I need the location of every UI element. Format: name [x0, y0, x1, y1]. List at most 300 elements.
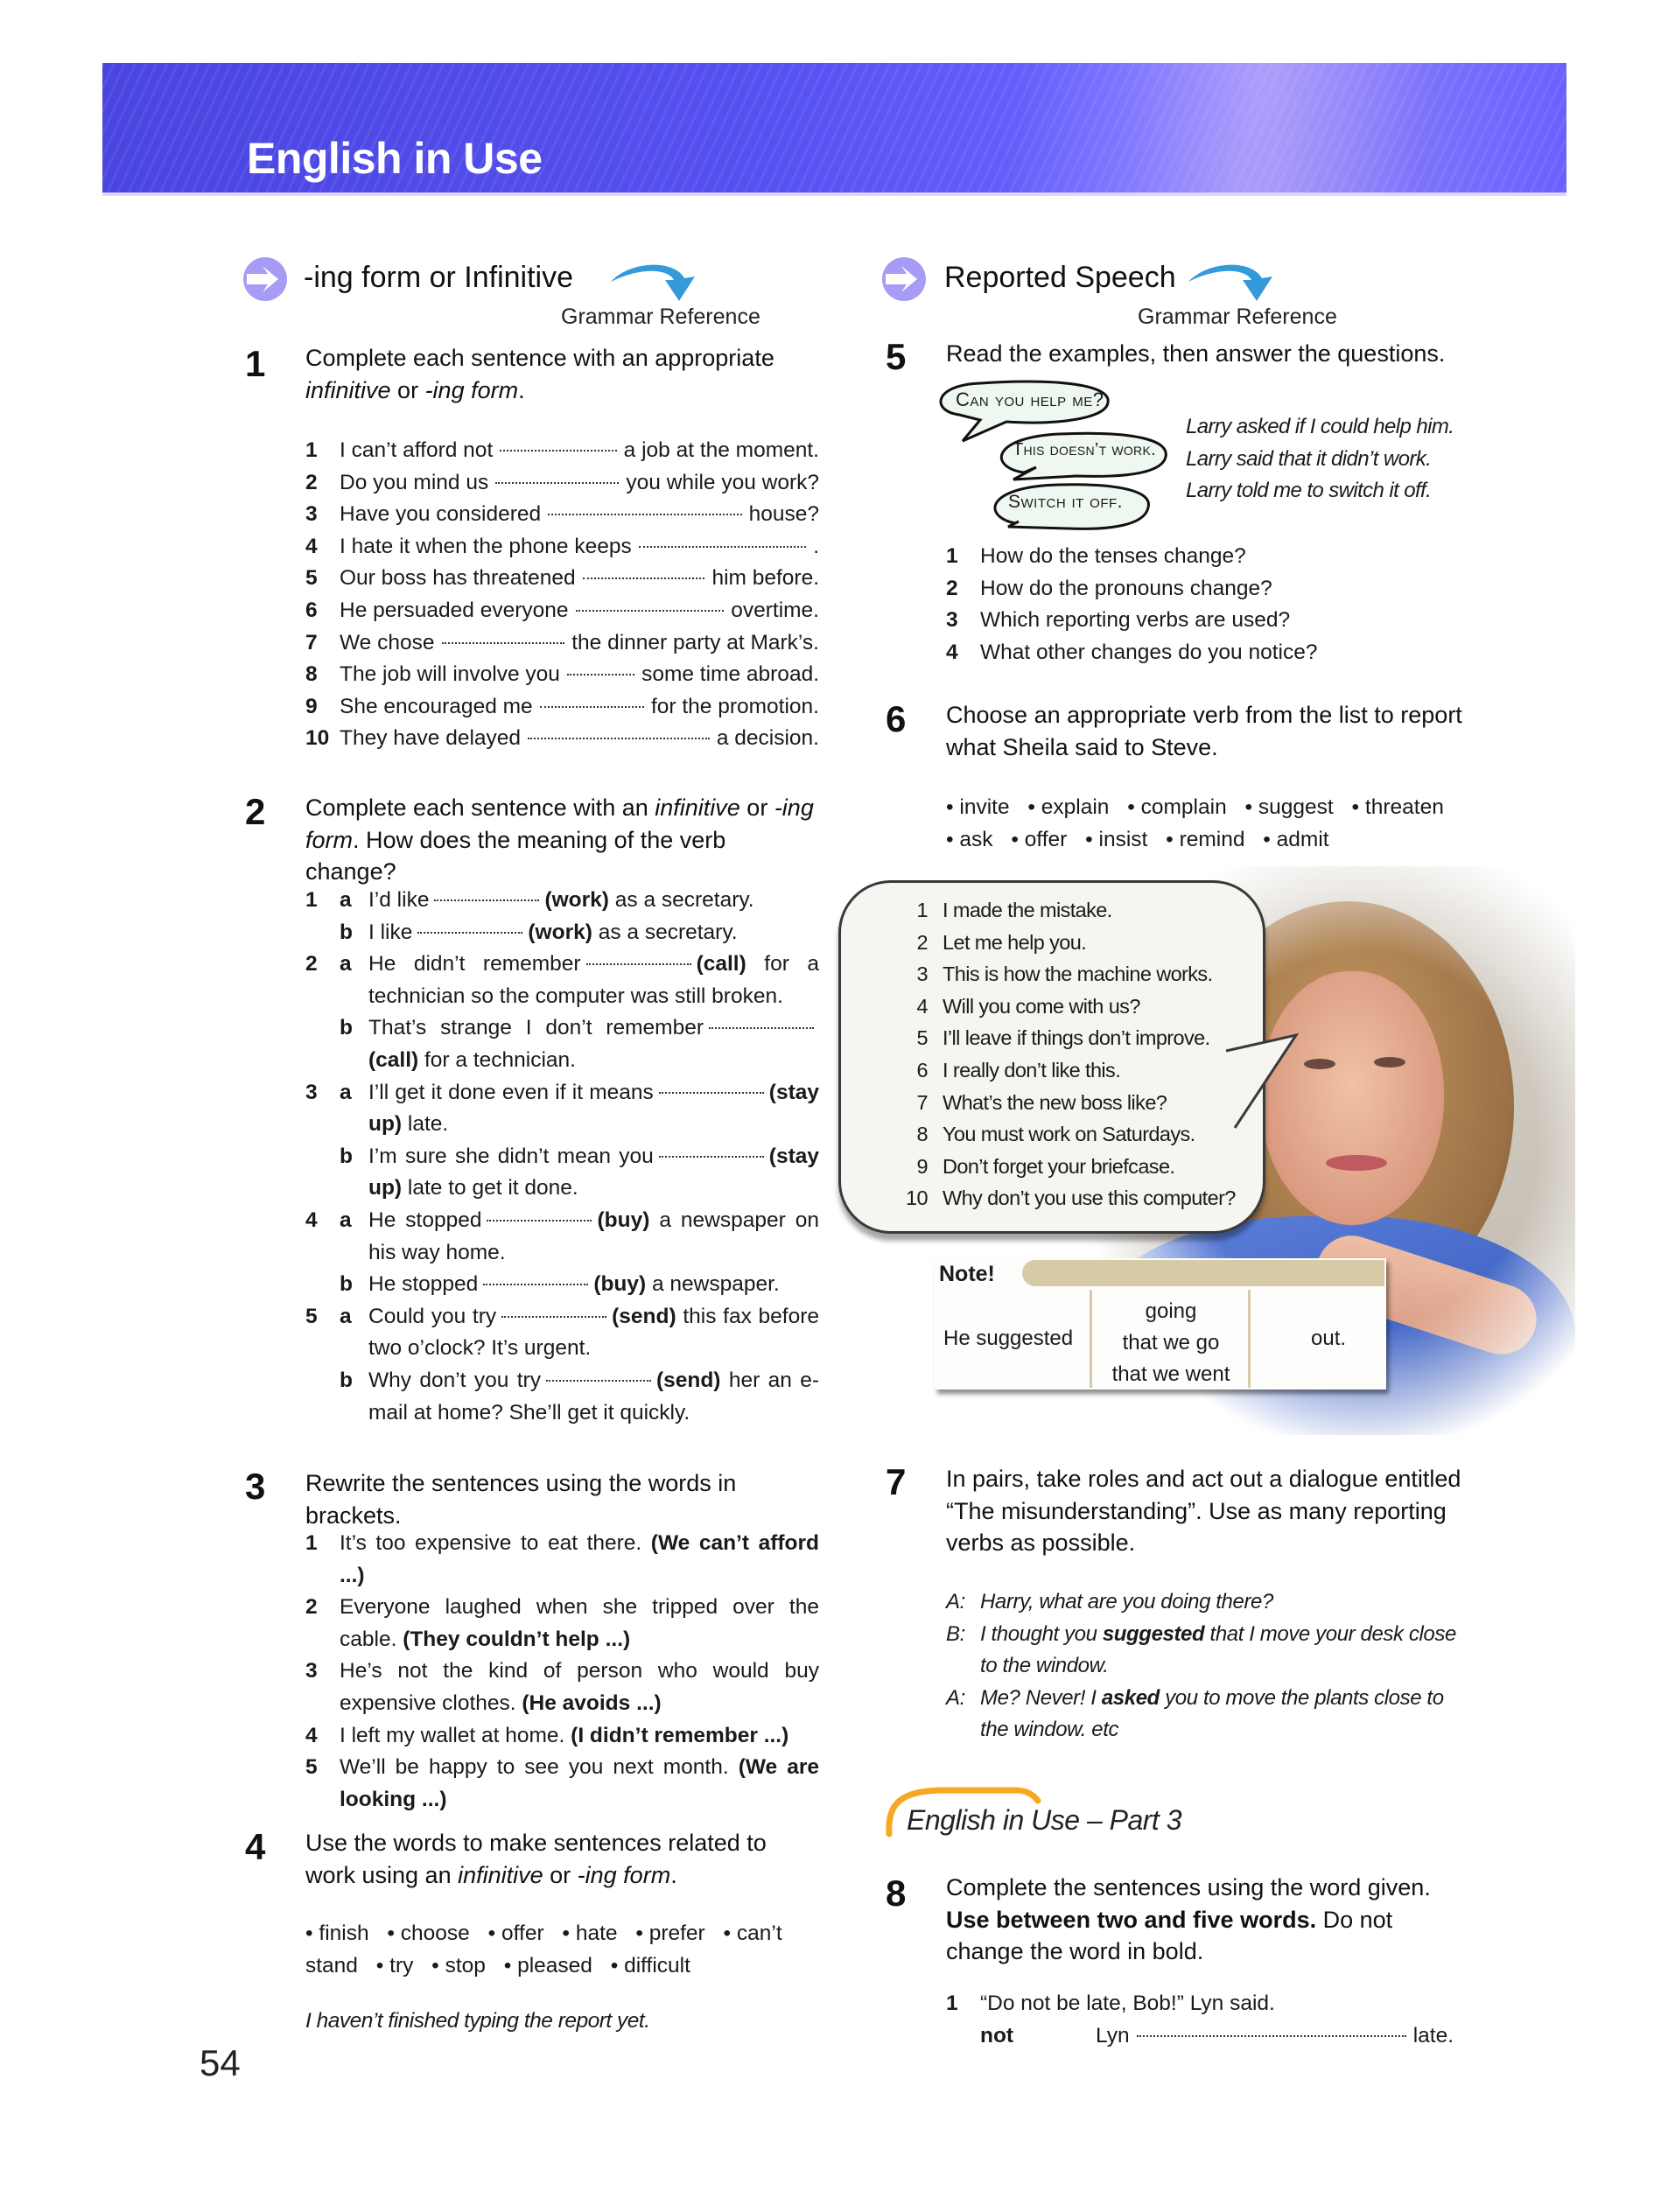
- item-number: 1: [946, 544, 958, 568]
- grammar-reference-link[interactable]: Grammar Reference: [561, 304, 760, 329]
- answer-blank[interactable]: [576, 610, 725, 612]
- text-segment: Do not change the word in bold.: [946, 1906, 1393, 1965]
- page-title: English in Use: [247, 134, 543, 183]
- word-item: • insist: [1085, 828, 1148, 851]
- list-item: [305, 499, 819, 531]
- word-item: • invite: [946, 795, 1010, 819]
- sentence-start: That’s strange I don’t remember: [368, 1016, 704, 1040]
- answer-blank[interactable]: [540, 706, 644, 708]
- part-heading: English in Use – Part 3: [907, 1804, 1181, 1836]
- sentence-start: Have you considered: [340, 502, 542, 527]
- exercise-8-item: [946, 1988, 1454, 2052]
- verb-list-row: [946, 792, 1456, 824]
- text-segment: Use the words to make sentences related to work using an: [305, 1830, 767, 1888]
- word: ask: [959, 828, 993, 851]
- word-item: • offer: [1011, 828, 1068, 851]
- sentence-start: We chose: [340, 630, 435, 654]
- speaker: A:: [946, 1685, 965, 1710]
- exercise-instruction: [305, 792, 822, 888]
- item-number: 8: [916, 1123, 928, 1146]
- item-number: 10: [906, 1186, 928, 1210]
- page-header-banner: [102, 63, 1566, 196]
- list-item: [305, 1301, 819, 1365]
- speaker: B:: [946, 1621, 965, 1646]
- verb-prompt: (work): [528, 920, 592, 944]
- bracket-prompt: (They couldn’t help ...): [403, 1627, 631, 1651]
- statement-item: [901, 1054, 1251, 1087]
- sentence-start: I’ll get it done even if it means: [368, 1080, 654, 1104]
- text-segment: I thought you: [980, 1621, 1103, 1646]
- word-item: • complain: [1127, 795, 1227, 819]
- item-number: 1: [305, 1531, 318, 1555]
- item-number: 1: [305, 438, 318, 462]
- statement-item: [901, 1182, 1251, 1214]
- item-number: 6: [305, 598, 318, 622]
- statement-item: [901, 1022, 1251, 1054]
- statement-item: [901, 927, 1251, 959]
- word: offer: [1024, 828, 1068, 851]
- exercise-number: 8: [886, 1872, 907, 1914]
- word: prefer: [648, 1922, 705, 1945]
- item-letter: b: [340, 1272, 353, 1297]
- sentence-end: as a secretary.: [608, 888, 754, 912]
- list-item: [305, 1528, 819, 1592]
- sentence-end: you while you work?: [626, 470, 819, 494]
- dialogue-line: [946, 1619, 1471, 1683]
- exercise-3-list: [305, 1528, 819, 1816]
- exercise-2-list: [305, 885, 819, 1429]
- verb-list-row: [946, 824, 1342, 857]
- word-item: • finish: [305, 1922, 369, 1945]
- statement-text: I made the mistake.: [943, 899, 1112, 921]
- list-item: [305, 627, 819, 660]
- sentence-end: for a technician so the computer was still broken.: [368, 952, 819, 1008]
- item-number: 9: [305, 694, 318, 718]
- sentence-end: for a technician.: [418, 1047, 576, 1072]
- exercise-instruction: [305, 1467, 831, 1531]
- word-item: • ask: [946, 828, 993, 851]
- list-item: [305, 1656, 819, 1719]
- text-segment: Use between two and five words.: [946, 1906, 1317, 1933]
- statement-item: [901, 1087, 1251, 1119]
- exercise-1-list: [305, 435, 819, 755]
- exercise-number: 1: [245, 343, 266, 384]
- question-item: [946, 573, 1471, 606]
- statement-list: [901, 894, 1251, 1214]
- item-number: 6: [916, 1058, 928, 1082]
- exercise-number: 4: [245, 1826, 266, 1867]
- verb-prompt: (buy): [593, 1272, 647, 1297]
- sentence-start: I’m sure she didn’t mean you: [368, 1144, 654, 1168]
- item-number: 3: [916, 962, 928, 986]
- dialogue-line: [946, 1586, 1471, 1619]
- reported-sentence: Larry asked if I could help him.: [1186, 415, 1454, 438]
- item-number: 5: [305, 566, 318, 591]
- speaker: A:: [946, 1590, 965, 1614]
- bracket-prompt: (We are looking ...): [340, 1755, 819, 1811]
- statement-text: I’ll leave if things don’t improve.: [943, 1026, 1210, 1050]
- list-item: [305, 1592, 819, 1656]
- section-heading-reported-speech: Reported Speech: [944, 261, 1176, 294]
- list-item: [305, 917, 819, 949]
- item-number: 2: [305, 952, 318, 976]
- word-item: • choose: [387, 1922, 470, 1945]
- text-segment: -ing form: [577, 1861, 671, 1888]
- list-item: [305, 563, 819, 595]
- statement-text: What’s the new boss like?: [943, 1090, 1167, 1114]
- sentence-end: a job at the moment.: [623, 438, 819, 462]
- item-number: 7: [916, 1090, 928, 1114]
- word-item: • explain: [1027, 795, 1110, 819]
- question-text: Which reporting verbs are used?: [980, 608, 1291, 633]
- item-number: 3: [305, 502, 318, 527]
- sentence-start: Lyn: [1096, 2023, 1130, 2048]
- text-segment: asked: [1101, 1685, 1160, 1710]
- statement-item: [901, 894, 1251, 927]
- verb-prompt: (work): [544, 888, 609, 912]
- sentence-end: late to get it done.: [402, 1176, 578, 1200]
- item-number: 2: [305, 470, 318, 494]
- sentence-start: I like: [368, 920, 413, 944]
- answer-blank[interactable]: [495, 482, 619, 484]
- verb-prompt: (stay up): [368, 1080, 819, 1137]
- text-segment: Complete the sentences using the word given.: [946, 1874, 1431, 1900]
- sentence-start: I hate it when the phone keeps: [340, 534, 632, 558]
- list-item: [305, 1365, 819, 1429]
- list-item: [305, 1720, 819, 1753]
- answer-blank[interactable]: [1137, 2035, 1406, 2037]
- reported-examples: [1186, 411, 1454, 508]
- word: admit: [1276, 828, 1329, 851]
- list-item: [305, 467, 819, 500]
- answer-blank[interactable]: [583, 578, 705, 579]
- sentence-end: a newspaper.: [646, 1272, 780, 1297]
- text-segment: -ing form: [424, 376, 519, 403]
- note-options: [1094, 1296, 1248, 1390]
- answer-blank[interactable]: [567, 674, 634, 676]
- item-number: 7: [305, 630, 318, 654]
- sentence-end: this fax before two o’clock? It’s urgent.: [368, 1304, 819, 1361]
- bracket-prompt: (We can’t afford ...): [340, 1531, 819, 1587]
- reported-sentence: Larry told me to switch it off.: [1186, 479, 1432, 503]
- word: insist: [1098, 828, 1148, 851]
- list-item: [305, 885, 819, 917]
- item-number: 4: [916, 994, 928, 1018]
- item-letter: a: [340, 1304, 352, 1328]
- text-segment: -ing form: [305, 794, 814, 853]
- question-list: [946, 541, 1471, 668]
- question-item: [946, 541, 1471, 573]
- text-segment: In pairs, take roles and act out a dialogue entitled “The misunderstanding”. Use as many reporting verbs as possible.: [946, 1466, 1461, 1557]
- dialogue: [946, 1586, 1471, 1746]
- answer-blank[interactable]: [417, 932, 522, 934]
- word: explain: [1041, 795, 1110, 819]
- answer-blank[interactable]: [487, 1220, 592, 1222]
- item-number: 5: [305, 1304, 318, 1328]
- item-number: 8: [305, 662, 318, 687]
- sentence-start: She encouraged me: [340, 694, 533, 718]
- answer-blank[interactable]: [548, 514, 741, 515]
- word-item: • remind: [1166, 828, 1245, 851]
- statement-item: [901, 1151, 1251, 1183]
- text-segment: infinitive: [458, 1861, 543, 1888]
- statement-text: Will you come with us?: [943, 994, 1140, 1018]
- verb-prompt: (call): [696, 952, 746, 976]
- question-item: [946, 605, 1471, 637]
- exercise-instruction: [946, 699, 1471, 763]
- speech-bubble-text: This doesn’t work.: [1013, 440, 1156, 459]
- word-list: [305, 1918, 795, 1982]
- word-item: • can’t stand: [305, 1922, 782, 1978]
- sentence-end: the dinner party at Mark’s.: [571, 630, 819, 654]
- example-sentence: I haven’t finished typing the report yet.: [305, 2009, 650, 2033]
- sentence-end: late.: [402, 1112, 449, 1137]
- answer-blank[interactable]: [546, 1380, 651, 1382]
- statement-text: Let me help you.: [943, 930, 1087, 954]
- text-segment: Read the examples, then answer the questions.: [946, 340, 1446, 367]
- divider: [1248, 1290, 1251, 1388]
- word-item: • hate: [562, 1922, 618, 1945]
- note-ending: out.: [1311, 1326, 1347, 1350]
- section-heading-ing-infinitive: -ing form or Infinitive: [304, 261, 573, 294]
- answer-blank[interactable]: [709, 1027, 814, 1029]
- item-letter: a: [340, 952, 352, 976]
- word-item: • threaten: [1351, 795, 1444, 819]
- text-segment: you to move the plants close to the window. etc: [980, 1685, 1444, 1742]
- answer-blank[interactable]: [483, 1284, 588, 1285]
- section-arrow-icon: [243, 256, 287, 303]
- word: stop: [445, 1953, 486, 1978]
- key-word: not: [980, 2023, 1014, 2048]
- item-letter: b: [340, 1016, 353, 1040]
- list-item: [305, 531, 819, 564]
- item-number: 1: [916, 899, 928, 921]
- word: try: [389, 1953, 414, 1978]
- word-item: • try: [375, 1953, 414, 1978]
- word: threaten: [1364, 795, 1444, 819]
- statement-text: Don’t forget your briefcase.: [943, 1154, 1175, 1178]
- bracket-prompt: (He avoids ...): [522, 1690, 662, 1715]
- sentence-end: overtime.: [731, 598, 819, 622]
- answer-blank[interactable]: [659, 1156, 764, 1158]
- item-number: 4: [305, 1208, 318, 1232]
- sentence-end: .: [813, 534, 819, 558]
- word: offer: [501, 1922, 544, 1945]
- answer-blank[interactable]: [639, 546, 806, 548]
- text-segment: . How does the meaning of the verb change?: [305, 826, 726, 886]
- sentence-start: Do you mind us: [340, 470, 489, 494]
- list-item: [305, 595, 819, 627]
- sentence: It’s too expensive to eat there.: [340, 1531, 651, 1555]
- text-segment: or: [739, 794, 774, 821]
- item-number: 4: [305, 534, 318, 558]
- answer-blank[interactable]: [442, 642, 565, 644]
- verb-prompt: (call): [368, 1047, 419, 1072]
- statement-text: Why don’t you use this computer?: [943, 1186, 1236, 1210]
- word: remind: [1179, 828, 1245, 851]
- exercise-number: 2: [245, 791, 266, 832]
- text-segment: Complete each sentence with an: [305, 794, 655, 821]
- answer-blank[interactable]: [501, 1316, 606, 1318]
- grammar-reference-arrow-icon[interactable]: [1181, 256, 1286, 308]
- word: difficult: [624, 1953, 690, 1978]
- text-segment: Choose an appropriate verb from the list to report what Sheila said to Steve.: [946, 702, 1462, 760]
- statement-item: [901, 958, 1251, 990]
- note-option: that we go: [1122, 1331, 1220, 1354]
- item-number: 1: [305, 888, 318, 912]
- note-header-strip: [1022, 1260, 1384, 1286]
- statement-item: [901, 1118, 1251, 1151]
- sentence-end: him before.: [711, 566, 819, 591]
- word-item: • pleased: [503, 1953, 592, 1978]
- note-option: that we went: [1111, 1362, 1230, 1386]
- note-subject: He suggested: [943, 1326, 1074, 1350]
- verb-prompt: (stay up): [368, 1144, 819, 1200]
- list-item: [305, 1269, 819, 1301]
- bracket-prompt: (I didn’t remember ...): [571, 1723, 789, 1747]
- list-item: [305, 1205, 819, 1269]
- text-segment: Harry, what are you doing there?: [980, 1590, 1273, 1614]
- statement-item: [901, 990, 1251, 1023]
- text-segment: suggested: [1102, 1621, 1205, 1646]
- exercise-number: 5: [886, 336, 907, 377]
- word: suggest: [1258, 795, 1334, 819]
- answer-blank[interactable]: [500, 450, 616, 452]
- divider: [1090, 1290, 1092, 1388]
- word: can’t stand: [305, 1922, 782, 1978]
- sentence: We’ll be happy to see you next month.: [340, 1755, 739, 1780]
- verb-prompt: (send): [655, 1368, 721, 1392]
- word: invite: [959, 795, 1010, 819]
- sentence-end: her an e-mail at home? She’ll get it quickly.: [368, 1368, 819, 1424]
- list-item: [305, 1077, 819, 1141]
- verb-prompt: (send): [612, 1304, 676, 1328]
- word-item: • difficult: [610, 1953, 690, 1978]
- text-segment: or: [390, 376, 425, 403]
- list-item: [305, 1012, 819, 1076]
- text-segment: Rewrite the sentences using the words in brackets.: [305, 1470, 737, 1529]
- note-label: Note!: [939, 1262, 995, 1286]
- sentence-start: They have delayed: [340, 726, 522, 751]
- item-number: 2: [916, 930, 928, 954]
- text-segment: that I move your desk close to the window.: [980, 1621, 1456, 1678]
- sentence-start: Our boss has threatened: [340, 566, 576, 591]
- item-number: 3: [305, 1080, 318, 1104]
- item-number: 9: [916, 1154, 928, 1178]
- exercise-instruction: [305, 342, 795, 406]
- item-number: 2: [946, 576, 958, 600]
- word-item: • offer: [487, 1922, 544, 1945]
- sentence-start: He didn’t remember: [368, 952, 581, 976]
- question-text: How do the tenses change?: [980, 544, 1246, 568]
- statement-text: This is how the machine works.: [943, 962, 1213, 986]
- item-quote: “Do not be late, Bob!” Lyn said.: [980, 1992, 1275, 2015]
- exercise-instruction: [946, 1872, 1462, 1968]
- sentence-end: a newspaper on his way home.: [368, 1208, 820, 1264]
- exercise-instruction: [305, 1827, 822, 1891]
- sentence-start: Could you try: [368, 1304, 497, 1328]
- sentence-start: He persuaded everyone: [340, 598, 569, 622]
- dialogue-line: [946, 1683, 1471, 1746]
- exercise-instruction: [946, 1463, 1462, 1559]
- sentence: I left my wallet at home.: [340, 1723, 571, 1747]
- speech-bubble-text: Can you help me?: [956, 388, 1104, 410]
- sentence-end: a decision.: [716, 726, 819, 751]
- sentence-start: I’d like: [368, 888, 430, 912]
- question-text: How do the pronouns change?: [980, 576, 1272, 600]
- list-item: [305, 691, 819, 724]
- list-item: [305, 1752, 819, 1816]
- sentence-start: I can’t afford not: [340, 438, 494, 462]
- answer-blank[interactable]: [434, 900, 539, 901]
- exercise-number: 7: [886, 1461, 907, 1502]
- word-item: • admit: [1263, 828, 1329, 851]
- item-number: 4: [305, 1723, 318, 1747]
- question-item: [946, 637, 1471, 669]
- word: finish: [319, 1922, 369, 1945]
- item-letter: b: [340, 920, 353, 944]
- exercise-instruction: [946, 338, 1489, 370]
- question-text: What other changes do you notice?: [980, 640, 1318, 664]
- item-letter: a: [340, 1080, 352, 1104]
- exercise-number: 3: [245, 1466, 266, 1507]
- section-arrow-icon: [882, 256, 926, 303]
- sentence-end: for the promotion.: [650, 694, 819, 718]
- text-segment: Complete each sentence with an appropriate: [305, 345, 774, 371]
- text-segment: infinitive: [305, 376, 391, 403]
- statement-text: You must work on Saturdays.: [943, 1123, 1195, 1146]
- sentence-end: as a secretary.: [592, 920, 738, 944]
- sentence: Everyone laughed when she tripped over the cable.: [340, 1595, 819, 1651]
- word: complain: [1140, 795, 1227, 819]
- note-box: [935, 1258, 1386, 1390]
- note-option: going: [1145, 1299, 1197, 1323]
- word: choose: [400, 1922, 470, 1945]
- text-segment: Me? Never! I: [980, 1685, 1102, 1710]
- sentence-end: some time abroad.: [641, 662, 819, 687]
- sentence-start: The job will involve you: [340, 662, 560, 687]
- page-number: 54: [200, 2042, 241, 2083]
- text-segment: or: [543, 1861, 578, 1888]
- item-number: 5: [305, 1755, 318, 1780]
- text-segment: .: [518, 376, 525, 403]
- item-number: 1: [946, 1992, 958, 2015]
- item-letter: a: [340, 888, 352, 912]
- answer-blank[interactable]: [586, 963, 691, 965]
- list-item: [305, 723, 819, 755]
- sentence-start: He stopped: [368, 1208, 482, 1232]
- list-item: [305, 659, 819, 691]
- word-item: • stop: [431, 1953, 486, 1978]
- item-letter: b: [340, 1144, 353, 1168]
- item-number: 10: [305, 726, 330, 751]
- grammar-reference-link[interactable]: Grammar Reference: [1138, 304, 1337, 329]
- item-number: 3: [305, 1659, 318, 1684]
- word-item: • suggest: [1244, 795, 1334, 819]
- item-number: 5: [916, 1026, 928, 1050]
- answer-blank[interactable]: [659, 1092, 764, 1094]
- verb-prompt: (buy): [597, 1208, 650, 1232]
- grammar-reference-arrow-icon[interactable]: [604, 256, 709, 308]
- item-letter: b: [340, 1368, 353, 1392]
- sentence-start: Why don’t you try: [368, 1368, 541, 1392]
- word-item: • prefer: [635, 1922, 705, 1945]
- sentence-end: late.: [1412, 2023, 1454, 2048]
- answer-blank[interactable]: [528, 738, 710, 739]
- word: pleased: [517, 1953, 592, 1978]
- item-number: 3: [946, 608, 958, 633]
- sentence-start: He stopped: [368, 1272, 479, 1297]
